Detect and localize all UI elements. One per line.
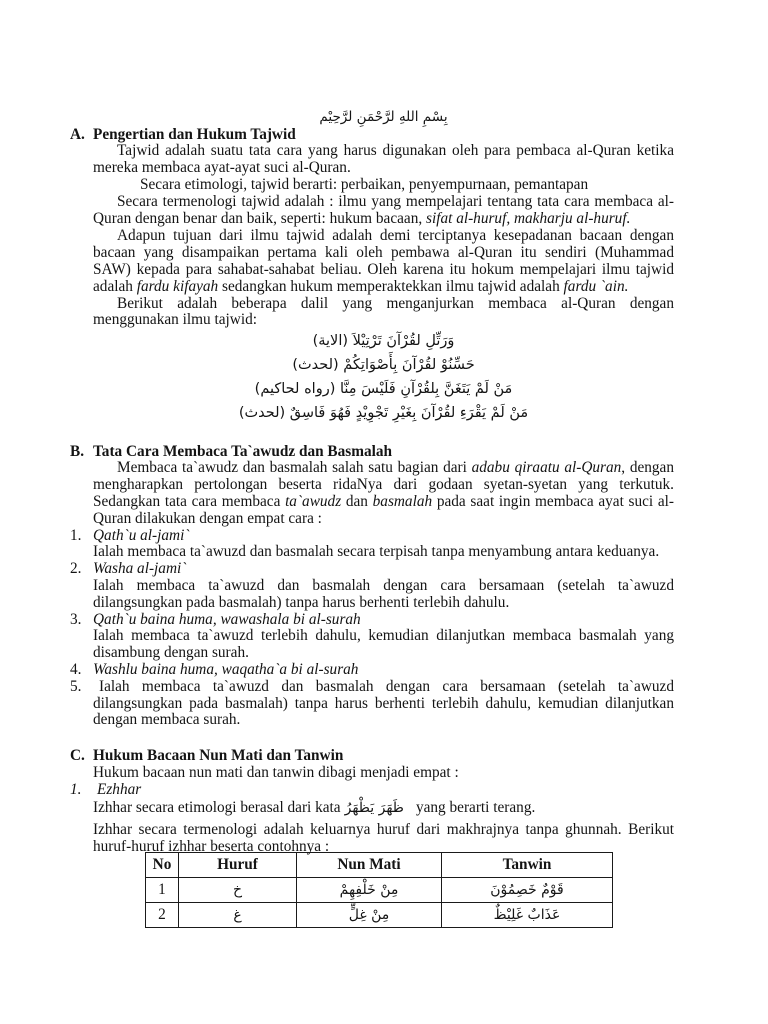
cell-huruf: خ — [179, 878, 297, 903]
section-b-intro-line4: Quran dilakukan dengan empat cara : — [93, 509, 322, 527]
intro-line3-end: pada saat ingin membaca ayat suci al- — [432, 492, 674, 510]
para3-line1: Secara termenologi tajwid adalah : ilmu yang mempelajari tentang tata cara membaca al- — [117, 193, 674, 211]
list-number-1: 1. — [70, 526, 82, 544]
table-head — [146, 853, 613, 878]
etimologi-text-before: Izhhar secara etimologi berasal dari kata — [93, 799, 341, 816]
list-item-3-title — [70, 610, 674, 629]
izhhar-table — [145, 852, 613, 928]
table-body — [146, 878, 613, 928]
izhhar-etimologi-line — [93, 797, 674, 819]
list-item-3-desc-line2: disambung dengan surah. — [93, 644, 249, 662]
para5-line1: Berikut adalah beberapa dalil yang menganjurkan membaca al-Quran dengan — [117, 294, 674, 312]
section-b-intro-line3 — [93, 494, 674, 511]
list-item-5-line1 — [70, 677, 674, 696]
para1-line2: mereka membaca ayat-ayat suci al-Quran. — [93, 159, 351, 177]
izhhar-termenologi — [93, 821, 674, 855]
header-nun-mati: Nun Mati — [297, 853, 442, 878]
section-c — [70, 746, 674, 798]
list-item-2-title — [70, 560, 674, 578]
header-tanwin: Tanwin — [442, 853, 613, 878]
section-c-letter: C. — [70, 746, 85, 764]
dalil-verse-4: مَنْ لَمْ يَقْرَءِ لقُرْآنَ بِغَيْرِ تَجْوِيْدٍ فَهُوَ فَاسِقٌ (لحدث) — [238, 405, 529, 421]
cell-nun-mati: مِنْ خَلْفِهِمْ — [297, 878, 442, 903]
dalil-verse-3: مَنْ لَمْ يَتَغَنَّ بِلقُرْآنِ فَلَيْسَ مِنَّا (رواه لحاكيم) — [254, 381, 513, 397]
list-item-1-desc: Ialah membaca ta`awuzd dan basmalah secara terpisah tanpa menyambung antara keduanya. — [93, 543, 660, 561]
section-a-letter: A. — [70, 125, 85, 143]
adabu-qiraatu-term: adabu qiraatu al-Quran — [471, 459, 622, 477]
list-number-2: 2. — [70, 560, 82, 578]
intro-line1-start: Membaca ta`awudz dan basmalah salah satu bagian dari — [117, 459, 472, 477]
para2-etimologi: Secara etimologi, tajwid berarti: perbaikan, penyempurnaan, pemantapan — [140, 176, 589, 194]
section-b-letter: B. — [70, 442, 85, 460]
fardu-kifayah-term: fardu kifayah — [136, 277, 219, 295]
cell-no: 2 — [146, 903, 179, 928]
bismillah-heading: بِسْمِ اللهِ لرَّحْمَنِ لرَّحِيْم — [319, 109, 448, 125]
izhhar-etimologi — [93, 797, 674, 819]
dalil-quotes — [93, 329, 674, 425]
termenologi-line2: huruf-huruf izhhar beserta contohnya : — [93, 837, 330, 855]
section-b-heading — [70, 442, 674, 461]
izhhar-item-name: Ezhhar — [97, 780, 142, 798]
list-number-4: 4. — [70, 660, 82, 678]
etimologi-text-after: yang berarti terang. — [415, 799, 536, 816]
list-number-3: 3. — [70, 610, 82, 628]
section-c-heading — [70, 746, 674, 764]
dalil-verse-2: حَسِّنُوْ لقُرْآنَ بِأَصْوَاتِكُمْ (لحدث) — [292, 357, 475, 373]
list-item-3-desc-line1: Ialah membaca ta`awuzd terlebih dahulu, kemudian dilanjutkan membaca basmalah yang — [93, 627, 674, 645]
section-c-intro: Hukum bacaan nun mati dan tanwin dibagi menjadi empat : — [93, 763, 459, 781]
para4-line3: SAW) kepada para sahabat-sahabat beliau. Oleh karena itu hokum mempelajari ilmu tajwid — [93, 260, 674, 278]
cell-huruf: غ — [179, 903, 297, 928]
table-header-row — [146, 853, 613, 878]
section-a — [70, 125, 674, 330]
list-item-5-desc-line3: dengan membaca surah. — [93, 711, 241, 729]
cell-nun-mati: مِنْ غِلٍّ — [297, 903, 442, 928]
para1-line1: Tajwid adalah suatu tata cara yang harus digunakan oleh para pembaca al-Quran ketika — [117, 142, 674, 160]
para4-line1: Adapun tujuan dari ilmu tajwid adalah demi terciptanya kesepadanan bacaan dengan — [117, 226, 674, 244]
intro-line1-end: , dengan — [621, 459, 674, 477]
list-item-2-desc-line2: dilangsungkan pada basmalah) tanpa harus berhenti terlebih dahulu. — [93, 593, 510, 611]
intro-line3-and: dan — [341, 492, 373, 510]
fardu-ain-term: fardu `ain. — [563, 277, 629, 295]
para4-line4-mid: sedangkan hukum memperaktekkan ilmu tajwid adalah — [218, 277, 564, 295]
section-b-intro-line2: mengharapkan pertolongan beserta ridaNya dari godaan syetan-syetan yang terkutuk. — [93, 476, 674, 494]
izhhar-item-number: 1. — [70, 780, 82, 798]
header-huruf: Huruf — [179, 853, 297, 878]
list-item-5-desc-line2: dilangsungkan pada basmalah) tanpa harus berhenti terlebih dahulu, kemudian dilanjutkan — [93, 694, 674, 712]
list-item-5-desc-line1: Ialah membaca ta`awuzd dan basmalah dengan cara bersamaan (setelah ta`awuzd — [99, 677, 674, 695]
list-item-1-title — [70, 526, 674, 545]
para5-line2: menggunakan ilmu tajwid: — [93, 311, 257, 329]
section-b-intro-line1 — [93, 460, 674, 477]
list-number-5: 5. — [70, 677, 82, 695]
list-item-2-name: Washa al-jami` — [93, 560, 187, 578]
para3-line2-text: Quran dengan benar dan baik, seperti: hukum bacaan, — [93, 210, 427, 228]
table-row — [146, 903, 613, 928]
list-item-4-title — [70, 660, 674, 679]
para3-line2-italic: sifat al-huruf, makharju al-huruf. — [426, 210, 631, 228]
section-b-title: Tata Cara Membaca Ta`awudz dan Basmalah — [93, 442, 393, 460]
taawudz-term: ta`awudz — [285, 492, 342, 510]
para4-line4-start: adalah — [93, 277, 137, 295]
dalil-verse-1: وَرَتِّلِ لقُرْآنَ تَرْتِيْلاَ (الاية) — [312, 333, 455, 349]
list-item-3-name: Qath`u baina huma, wawashala bi al-surah — [93, 610, 361, 628]
para4-line4 — [93, 279, 674, 296]
izhhar-item-title — [70, 780, 674, 798]
section-c-title: Hukum Bacaan Nun Mati dan Tanwin — [93, 746, 344, 764]
table-row — [146, 878, 613, 903]
section-b — [70, 442, 674, 730]
section-a-title: Pengertian dan Hukum Tajwid — [93, 125, 296, 143]
cell-tanwin: قَوْمٌ خَصِمُوْنَ — [442, 878, 613, 903]
para3-line2 — [93, 211, 674, 228]
section-a-heading — [70, 125, 674, 144]
intro-line3-start: Sedangkan tata cara membaca — [93, 492, 286, 510]
list-item-4-name: Washlu baina huma, waqatha`a bi al-surah — [93, 660, 359, 678]
list-item-2-desc-line1: Ialah membaca ta`awuzd dan basmalah dengan cara bersamaan (setelah ta`awuzd — [93, 576, 674, 594]
termenologi-line1: Izhhar secara termenologi adalah keluarnya huruf dari makhrajnya tanpa ghunnah. Berikut — [93, 820, 674, 838]
para4-line2: bacaan yang disampaikan pertama kali oleh pembawa al-Quran itu sendiri (Muhammad — [93, 243, 674, 261]
cell-tanwin: عَذَابٌ غَلِيْظٌ — [442, 903, 613, 928]
basmalah-term: basmalah — [372, 492, 433, 510]
etimologi-arabic-word: ظَهَرَ يَظْهَرُ — [344, 800, 404, 816]
cell-no: 1 — [146, 878, 179, 903]
list-item-1-name: Qath`u al-jami` — [93, 526, 190, 544]
header-no: No — [146, 853, 179, 878]
